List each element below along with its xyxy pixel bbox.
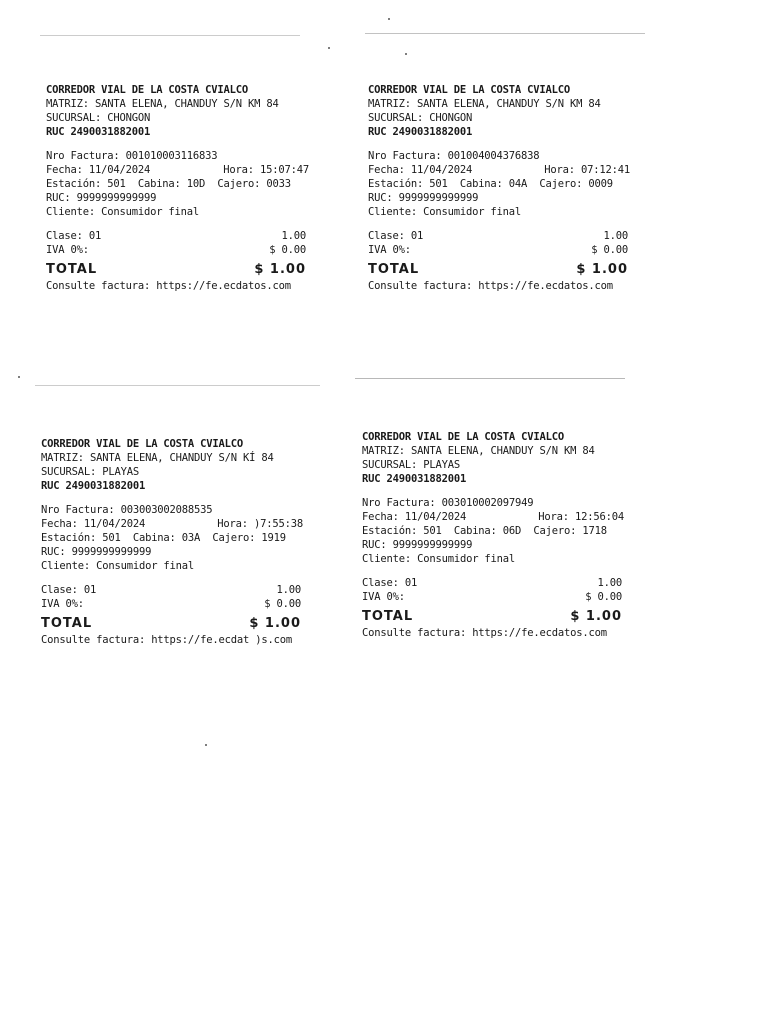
iva-value: $ 0.00 xyxy=(264,598,301,610)
date-time-row xyxy=(362,510,624,524)
invoice-date: Fecha: 11/04/2024 xyxy=(368,164,473,176)
total-row xyxy=(368,263,628,279)
class-label: Clase: 01 xyxy=(368,230,424,242)
matriz-address: MATRIZ: SANTA ELENA, CHANDUY S/N KÍ 84 xyxy=(41,452,274,464)
scan-artifact-dot xyxy=(18,376,20,378)
total-label: TOTAL xyxy=(362,609,414,624)
class-row xyxy=(362,576,622,590)
company-name: CORREDOR VIAL DE LA COSTA CVIALCO xyxy=(362,431,565,443)
class-row xyxy=(46,229,306,243)
station-info: Estación: 501 Cabina: 06D Cajero: 1718 xyxy=(362,525,607,537)
scan-artifact-dot xyxy=(388,18,390,20)
company-ruc: RUC 2490031882001 xyxy=(46,126,151,138)
scan-artifact-dot xyxy=(328,47,330,49)
class-label: Clase: 01 xyxy=(46,230,102,242)
iva-value: $ 0.00 xyxy=(585,591,622,603)
date-time-row xyxy=(41,517,303,531)
scan-artifact-dot xyxy=(405,53,407,55)
consult-url: Consulte factura: https://fe.ecdatos.com xyxy=(46,280,291,292)
matriz-address: MATRIZ: SANTA ELENA, CHANDUY S/N KM 84 xyxy=(362,445,595,457)
invoice-time: Hora: 12:56:04 xyxy=(538,511,624,523)
invoice-date: Fecha: 11/04/2024 xyxy=(46,164,151,176)
class-value: 1.00 xyxy=(276,584,301,596)
matriz-address: MATRIZ: SANTA ELENA, CHANDUY S/N KM 84 xyxy=(368,98,601,110)
total-value: $ 1.00 xyxy=(570,609,622,624)
iva-row xyxy=(362,590,622,604)
sucursal: SUCURSAL: CHONGON xyxy=(46,112,151,124)
station-info: Estación: 501 Cabina: 10D Cajero: 0033 xyxy=(46,178,291,190)
client-ruc: RUC: 9999999999999 xyxy=(362,539,473,551)
client-ruc: RUC: 9999999999999 xyxy=(46,192,157,204)
iva-label: IVA 0%: xyxy=(362,591,405,603)
class-value: 1.00 xyxy=(281,230,306,242)
sucursal: SUCURSAL: PLAYAS xyxy=(41,466,139,478)
invoice-number: Nro Factura: 003003002088535 xyxy=(41,504,213,516)
company-name: CORREDOR VIAL DE LA COSTA CVIALCO xyxy=(368,84,571,96)
receipt-chongon-1 xyxy=(46,83,321,293)
class-value: 1.00 xyxy=(603,230,628,242)
invoice-number: Nro Factura: 001004004376838 xyxy=(368,150,540,162)
total-label: TOTAL xyxy=(41,616,93,631)
total-label: TOTAL xyxy=(46,262,98,277)
company-name: CORREDOR VIAL DE LA COSTA CVIALCO xyxy=(46,84,249,96)
date-time-row xyxy=(368,163,630,177)
scan-artifact-line xyxy=(40,35,300,36)
total-row xyxy=(41,617,301,633)
total-row xyxy=(362,610,622,626)
company-ruc: RUC 2490031882001 xyxy=(368,126,473,138)
receipt-chongon-2 xyxy=(368,83,643,293)
client-name: Cliente: Consumidor final xyxy=(362,553,516,565)
class-label: Clase: 01 xyxy=(41,584,97,596)
invoice-date: Fecha: 11/04/2024 xyxy=(41,518,146,530)
consult-url: Consulte factura: https://fe.ecdatos.com xyxy=(368,280,613,292)
sucursal: SUCURSAL: PLAYAS xyxy=(362,459,460,471)
receipt-playas-2 xyxy=(362,430,637,640)
total-label: TOTAL xyxy=(368,262,420,277)
invoice-time: Hora: )7:55:38 xyxy=(217,518,303,530)
consult-url: Consulte factura: https://fe.ecdat )s.com xyxy=(41,634,292,646)
client-ruc: RUC: 9999999999999 xyxy=(41,546,152,558)
client-ruc: RUC: 9999999999999 xyxy=(368,192,479,204)
class-label: Clase: 01 xyxy=(362,577,418,589)
station-info: Estación: 501 Cabina: 04A Cajero: 0009 xyxy=(368,178,613,190)
iva-row xyxy=(41,597,301,611)
invoice-number: Nro Factura: 003010002097949 xyxy=(362,497,534,509)
client-name: Cliente: Consumidor final xyxy=(46,206,200,218)
scan-artifact-line xyxy=(355,378,625,379)
iva-label: IVA 0%: xyxy=(368,244,411,256)
class-row xyxy=(41,583,301,597)
date-time-row xyxy=(46,163,321,177)
station-info: Estación: 501 Cabina: 03A Cajero: 1919 xyxy=(41,532,286,544)
invoice-date: Fecha: 11/04/2024 xyxy=(362,511,467,523)
scan-artifact-line xyxy=(35,385,320,386)
iva-label: IVA 0%: xyxy=(46,244,89,256)
iva-row xyxy=(46,243,306,257)
invoice-time: Hora: 15:07:47 xyxy=(223,164,309,176)
total-value: $ 1.00 xyxy=(249,616,301,631)
total-value: $ 1.00 xyxy=(254,262,306,277)
iva-row xyxy=(368,243,628,257)
invoice-number: Nro Factura: 001010003116833 xyxy=(46,150,218,162)
invoice-time: Hora: 07:12:41 xyxy=(544,164,630,176)
class-row xyxy=(368,229,628,243)
scan-artifact-line xyxy=(365,33,645,34)
scan-artifact-dot xyxy=(205,744,207,746)
matriz-address: MATRIZ: SANTA ELENA, CHANDUY S/N KM 84 xyxy=(46,98,279,110)
client-name: Cliente: Consumidor final xyxy=(368,206,522,218)
total-row xyxy=(46,263,306,279)
sucursal: SUCURSAL: CHONGON xyxy=(368,112,473,124)
company-ruc: RUC 2490031882001 xyxy=(41,480,146,492)
iva-value: $ 0.00 xyxy=(591,244,628,256)
iva-value: $ 0.00 xyxy=(269,244,306,256)
consult-url: Consulte factura: https://fe.ecdatos.com xyxy=(362,627,607,639)
class-value: 1.00 xyxy=(597,577,622,589)
total-value: $ 1.00 xyxy=(576,262,628,277)
receipt-playas-1 xyxy=(41,437,316,647)
iva-label: IVA 0%: xyxy=(41,598,84,610)
client-name: Cliente: Consumidor final xyxy=(41,560,195,572)
company-ruc: RUC 2490031882001 xyxy=(362,473,467,485)
company-name: CORREDOR VIAL DE LA COSTA CVIALCO xyxy=(41,438,244,450)
